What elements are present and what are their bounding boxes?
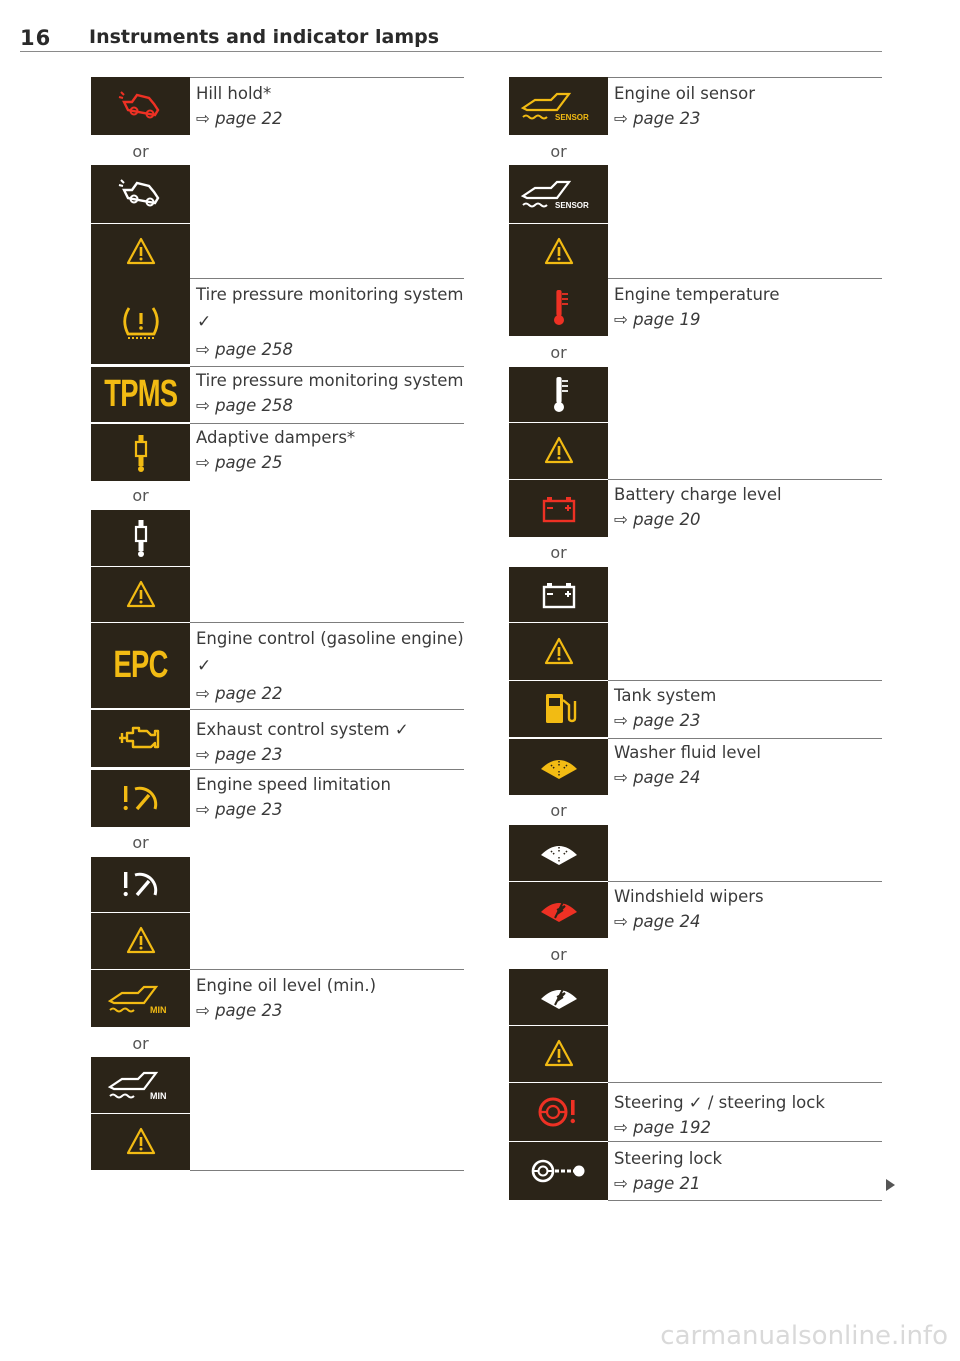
divider (608, 1200, 882, 1201)
check-mark: ✓ (197, 312, 212, 332)
warning-triangle-icon (509, 1026, 608, 1082)
or-label: or (550, 801, 567, 820)
check-mark: ✓ (688, 1093, 703, 1112)
or-label: or (550, 945, 567, 964)
warning-triangle-icon (509, 224, 608, 279)
divider (190, 969, 464, 970)
divider (608, 1082, 882, 1083)
washer-fluid-icon (509, 739, 608, 795)
continue-arrow-icon (886, 1179, 895, 1191)
adaptive-dampers-icon (91, 510, 190, 566)
header-divider (20, 51, 882, 52)
divider (190, 77, 464, 78)
divider (190, 1170, 464, 1171)
engine-speed-limit-icon (91, 770, 190, 827)
tank-system-title: Tank system (614, 686, 717, 705)
watermark: carmanualsonline.info (660, 1321, 948, 1351)
or-label: or (132, 833, 149, 852)
check-mark: ✓ (394, 720, 409, 739)
divider (190, 769, 464, 770)
engine-temperature-page-link[interactable]: ⇨ page 19 (614, 310, 701, 329)
or-label: or (550, 142, 567, 161)
oil-sensor-icon (509, 165, 608, 223)
svg-text:SENSOR: SENSOR (554, 113, 589, 122)
battery-icon (509, 567, 608, 622)
exhaust-control-title: Exhaust control system ✓ (196, 720, 409, 739)
page-number: 16 (20, 26, 52, 50)
hill-hold-page-link[interactable]: ⇨ page 22 (196, 109, 283, 128)
steering-lock-page-link[interactable]: ⇨ page 21 (614, 1174, 701, 1193)
tire-pressure-title: Tire pressure monitoring system (196, 285, 464, 304)
coolant-temperature-icon (509, 279, 608, 336)
divider (190, 366, 464, 367)
oil-sensor-icon (509, 77, 608, 135)
steering-lock-icon (509, 1142, 608, 1200)
engine-control-title: Engine control (gasoline engine) (196, 629, 464, 648)
engine-check-icon (91, 710, 190, 767)
hill-hold-title: Hill hold* (196, 84, 272, 103)
divider (608, 77, 882, 78)
adaptive-dampers-page-link[interactable]: ⇨ page 25 (196, 453, 283, 472)
battery-title: Battery charge level (614, 485, 782, 504)
divider (608, 1141, 882, 1142)
steering-page-link[interactable]: ⇨ page 192 (614, 1118, 712, 1137)
svg-text:SENSOR: SENSOR (554, 201, 589, 210)
washer-fluid-title: Washer fluid level (614, 743, 761, 762)
divider (608, 680, 882, 681)
warning-triangle-icon (509, 423, 608, 479)
warning-triangle-icon (91, 1114, 190, 1170)
engine-speed-limitation-page-link[interactable]: ⇨ page 23 (196, 800, 283, 819)
washer-fluid-icon (509, 825, 608, 881)
warning-triangle-icon (91, 224, 190, 279)
fuel-pump-icon (509, 681, 608, 737)
svg-text:MIN: MIN (149, 1091, 166, 1101)
oil-sensor-page-link[interactable]: ⇨ page 23 (614, 109, 701, 128)
engine-temperature-title: Engine temperature (614, 285, 780, 304)
or-label: or (550, 343, 567, 362)
divider (190, 622, 464, 623)
warning-triangle-icon (91, 567, 190, 622)
oil-level-min-title: Engine oil level (min.) (196, 976, 377, 995)
coolant-temperature-icon (509, 367, 608, 422)
adaptive-dampers-title: Adaptive dampers* (196, 428, 356, 447)
or-label: or (132, 142, 149, 161)
tank-system-page-link[interactable]: ⇨ page 23 (614, 711, 701, 730)
epc-icon: EPC (91, 623, 190, 708)
tire-pressure-icon (91, 279, 190, 364)
tpms-page-link[interactable]: ⇨ page 258 (196, 396, 294, 415)
or-label: or (132, 486, 149, 505)
hill-hold-icon (91, 165, 190, 223)
steering-title: Steering ✓ / steering lock (614, 1093, 825, 1112)
divider (608, 278, 882, 279)
svg-text:MIN: MIN (149, 1004, 166, 1015)
divider (608, 881, 882, 882)
warning-triangle-icon (91, 913, 190, 969)
divider (190, 423, 464, 424)
windshield-wipers-title: Windshield wipers (614, 887, 764, 906)
washer-fluid-page-link[interactable]: ⇨ page 24 (614, 768, 701, 787)
or-label: or (550, 543, 567, 562)
adaptive-dampers-icon (91, 424, 190, 481)
steering-fault-icon (509, 1083, 608, 1141)
tpms-title: Tire pressure monitoring system (196, 371, 464, 390)
or-label: or (132, 1034, 149, 1053)
engine-speed-limitation-title: Engine speed limitation (196, 775, 391, 794)
tpms-icon: TPMS (91, 367, 190, 422)
warning-triangle-icon (509, 623, 608, 680)
exhaust-control-page-link[interactable]: ⇨ page 23 (196, 745, 283, 764)
windshield-wiper-icon (509, 969, 608, 1025)
windshield-wipers-page-link[interactable]: ⇨ page 24 (614, 912, 701, 931)
page-title: Instruments and indicator lamps (89, 26, 440, 48)
steering-lock-title: Steering lock (614, 1149, 723, 1168)
engine-control-page-link[interactable]: ⇨ page 22 (196, 684, 283, 703)
oil-level-min-page-link[interactable]: ⇨ page 23 (196, 1001, 283, 1020)
oil-sensor-title: Engine oil sensor (614, 84, 755, 103)
check-mark: ✓ (197, 656, 212, 676)
hill-hold-icon (91, 77, 190, 135)
oil-level-min-icon (91, 970, 190, 1027)
windshield-wiper-icon (509, 882, 608, 938)
divider (608, 738, 882, 739)
battery-icon (509, 480, 608, 537)
engine-speed-limit-icon (91, 857, 190, 912)
divider (190, 709, 464, 710)
oil-level-min-icon (91, 1057, 190, 1113)
divider (608, 479, 882, 480)
battery-page-link[interactable]: ⇨ page 20 (614, 510, 701, 529)
divider (190, 278, 464, 279)
tire-pressure-page-link[interactable]: ⇨ page 258 (196, 340, 294, 359)
